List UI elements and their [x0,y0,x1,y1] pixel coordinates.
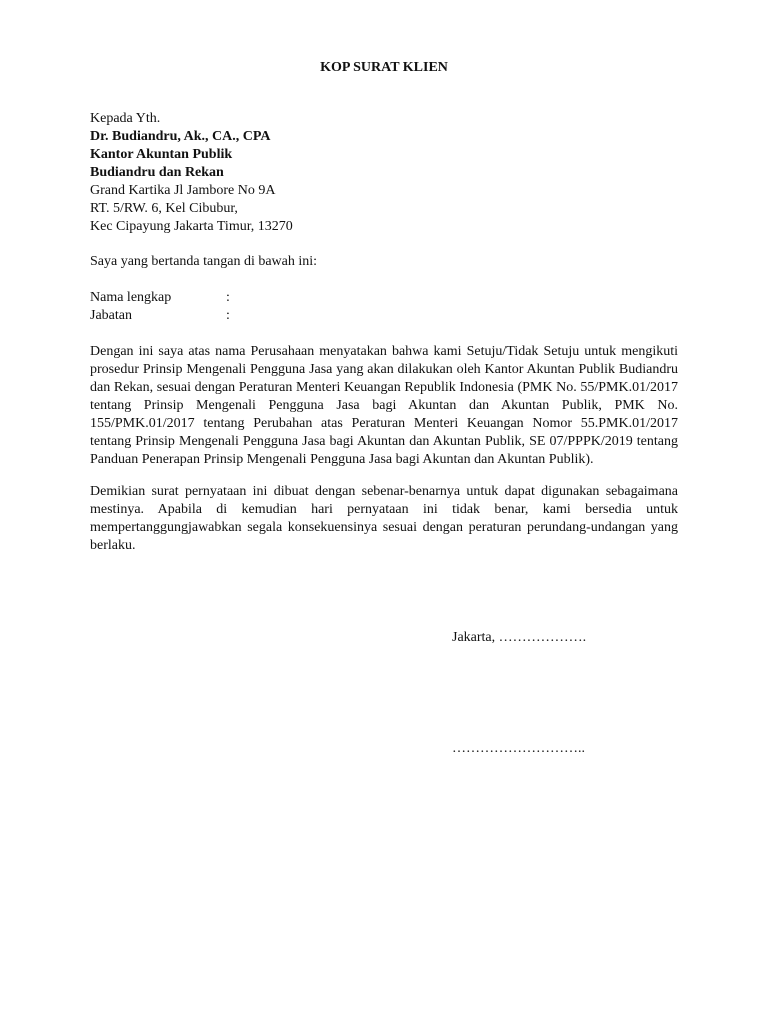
identity-fields [90,289,678,325]
statement-paragraph-2 [90,483,678,555]
recipient-firm-line2: Budiandru dan Rekan [90,165,224,180]
intro-text [90,253,678,271]
signature [452,740,585,758]
field-label-position: Jabatan [90,308,132,323]
letter-title: KOP SURAT KLIEN [320,60,448,75]
intro-line: Saya yang bertanda tangan di bawah ini: [90,254,318,269]
field-row-position [90,307,678,325]
recipient-firm-line1: Kantor Akuntan Publik [90,147,233,162]
recipient-greeting: Kepada Yth. [90,111,161,126]
recipient-block [90,110,678,236]
place-date-text: Jakarta, ………………. [452,630,587,645]
signature-line: ……………………….. [452,741,585,756]
field-label-name: Nama lengkap [90,290,172,305]
statement-paragraph-1 [90,343,678,469]
field-colon-name: : [226,290,230,305]
paragraph-consent: Dengan ini saya atas nama Perusahaan menyatakan bahwa kami Setuju/Tidak Setuju untuk mengikuti prosedur Prinsip Mengenali Pengguna Jasa yang akan dilakukan oleh Kantor Akuntan Publik Budiandru dan Rekan, sesuai dengan Peraturan Menteri Keuangan Republik Indonesia (PMK No. 55/PMK.01/2017 tentang Prinsip Mengenali Pengguna Jasa bagi Akuntan dan Akuntan Publik, PMK No. 155/PMK.01/2017 tentang Perubahan atas Peraturan Menteri Keuangan Nomor 55.PMK.01/2017 tentang Prinsip Mengenali Pengguna Jasa bagi Akuntan dan Akuntan Publik, SE 07/PPPK/2019 tentang Panduan Penerapan Prinsip Mengenali Pengguna Jasa bagi Akuntan dan Akuntan Publik). [90,344,678,467]
recipient-address-line1: Grand Kartika Jl Jambore No 9A [90,183,276,198]
field-row-name [90,289,678,307]
recipient-address-line3: Kec Cipayung Jakarta Timur, 13270 [90,219,293,234]
place-date [452,629,586,647]
recipient-name: Dr. Budiandru, Ak., CA., CPA [90,129,271,144]
paragraph-closing: Demikian surat pernyataan ini dibuat dengan sebenar-benarnya untuk dapat digunakan sebagaimana mestinya. Apabila di kemudian hari pernyataan ini tidak benar, kami bersedia untuk mempertanggungjawabkan segala konsekuensinya sesuai dengan peraturan perundang-undangan yang berlaku. [90,484,678,553]
recipient-address-line2: RT. 5/RW. 6, Kel Cibubur, [90,201,238,216]
field-colon-position: : [226,308,230,323]
